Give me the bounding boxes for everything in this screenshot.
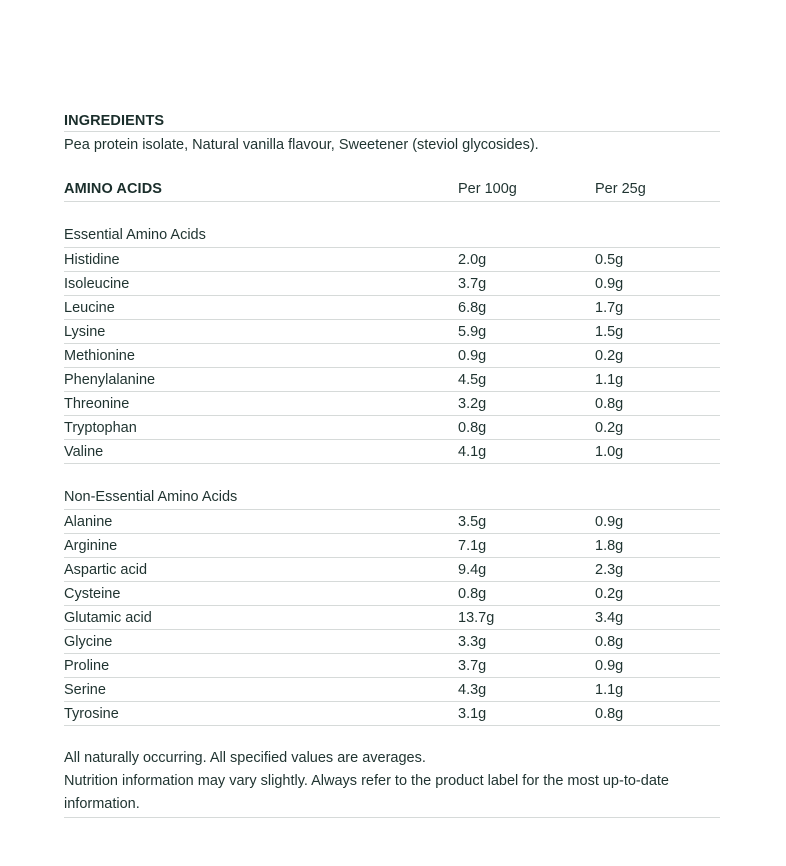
per-25g-value: 0.8g [595,705,624,722]
amino-acids-section [64,177,720,726]
amino-acid-name: Tryptophan [64,419,137,436]
per-100g-column-header: Per 100g [458,181,517,197]
table-row [64,534,720,558]
amino-acid-name: Aspartic acid [64,561,148,578]
amino-acid-name: Proline [64,657,110,674]
per-100g-value: 6.8g [458,299,487,316]
per-100g-value: 4.5g [458,371,487,388]
table-row [64,654,720,678]
table-row [64,392,720,416]
amino-acid-name: Threonine [64,395,130,412]
nutrition-content [64,111,720,818]
per-25g-value: 0.9g [595,275,624,292]
per-100g-value: 3.5g [458,513,487,530]
non-essential-amino-acids-table [64,510,720,726]
per-25g-value: 0.8g [595,633,624,650]
table-row [64,296,720,320]
table-row [64,630,720,654]
table-row [64,368,720,392]
table-row [64,702,720,726]
table-row [64,320,720,344]
per-25g-value: 3.4g [595,609,624,626]
per-100g-value: 0.9g [458,347,487,364]
per-25g-value: 1.0g [595,443,624,460]
table-row [64,416,720,440]
amino-acid-name: Serine [64,681,106,698]
ingredients-section [64,111,720,157]
per-100g-value: 7.1g [458,537,487,554]
amino-acid-name: Lysine [64,323,106,340]
notes-section [64,747,720,818]
ingredients-text: Pea protein isolate, Natural vanilla flavour, Sweetener (steviol glycosides). [64,137,539,153]
table-row [64,510,720,534]
per-25g-value: 0.5g [595,251,624,268]
per-100g-value: 2.0g [458,251,487,268]
table-row [64,582,720,606]
per-100g-value: 4.3g [458,681,487,698]
per-100g-value: 13.7g [458,609,495,626]
amino-acid-name: Valine [64,443,104,460]
per-100g-value: 3.3g [458,633,487,650]
per-100g-value: 3.7g [458,275,487,292]
per-25g-value: 0.2g [595,585,624,602]
table-row [64,248,720,272]
per-25g-value: 0.9g [595,513,624,530]
amino-acid-name: Tyrosine [64,705,119,722]
per-25g-value: 2.3g [595,561,624,578]
table-row [64,272,720,296]
amino-acids-header-row [64,177,720,202]
amino-acid-name: Glycine [64,633,113,650]
per-25g-value: 0.2g [595,347,624,364]
per-100g-value: 3.2g [458,395,487,412]
per-100g-value: 0.8g [458,419,487,436]
per-25g-value: 1.5g [595,323,624,340]
essential-amino-acids-label: Essential Amino Acids [64,224,720,248]
amino-acids-heading: AMINO ACIDS [64,181,163,197]
essential-amino-acids-table [64,248,720,464]
per-25g-value: 1.1g [595,681,624,698]
amino-acid-name: Glutamic acid [64,609,152,626]
table-row [64,440,720,464]
averages-note: All naturally occurring. All specified values are averages. [64,750,426,766]
per-100g-value: 0.8g [458,585,487,602]
per-25g-value: 0.9g [595,657,624,674]
table-row [64,344,720,368]
non-essential-amino-acids-label: Non-Essential Amino Acids [64,486,720,510]
per-100g-value: 3.1g [458,705,487,722]
per-25g-value: 1.7g [595,299,624,316]
amino-acid-name: Phenylalanine [64,371,156,388]
per-25g-value: 1.8g [595,537,624,554]
per-25g-value: 0.2g [595,419,624,436]
per-100g-value: 4.1g [458,443,487,460]
amino-acid-name: Leucine [64,299,115,316]
amino-acid-name: Isoleucine [64,275,130,292]
ingredients-heading: INGREDIENTS [64,111,720,132]
amino-acid-name: Alanine [64,513,113,530]
table-row [64,606,720,630]
per-100g-value: 5.9g [458,323,487,340]
per-25g-value: 0.8g [595,395,624,412]
per-100g-value: 9.4g [458,561,487,578]
amino-acid-name: Methionine [64,347,135,364]
amino-acid-name: Histidine [64,251,120,268]
per-100g-value: 3.7g [458,657,487,674]
label-disclaimer-note: Nutrition information may vary slightly. Always refer to the product label for the most up-to-date information. [64,773,669,812]
table-row [64,558,720,582]
per-25g-value: 1.1g [595,371,624,388]
amino-acid-name: Arginine [64,537,118,554]
amino-acid-name: Cysteine [64,585,121,602]
per-25g-column-header: Per 25g [595,181,646,197]
table-row [64,678,720,702]
